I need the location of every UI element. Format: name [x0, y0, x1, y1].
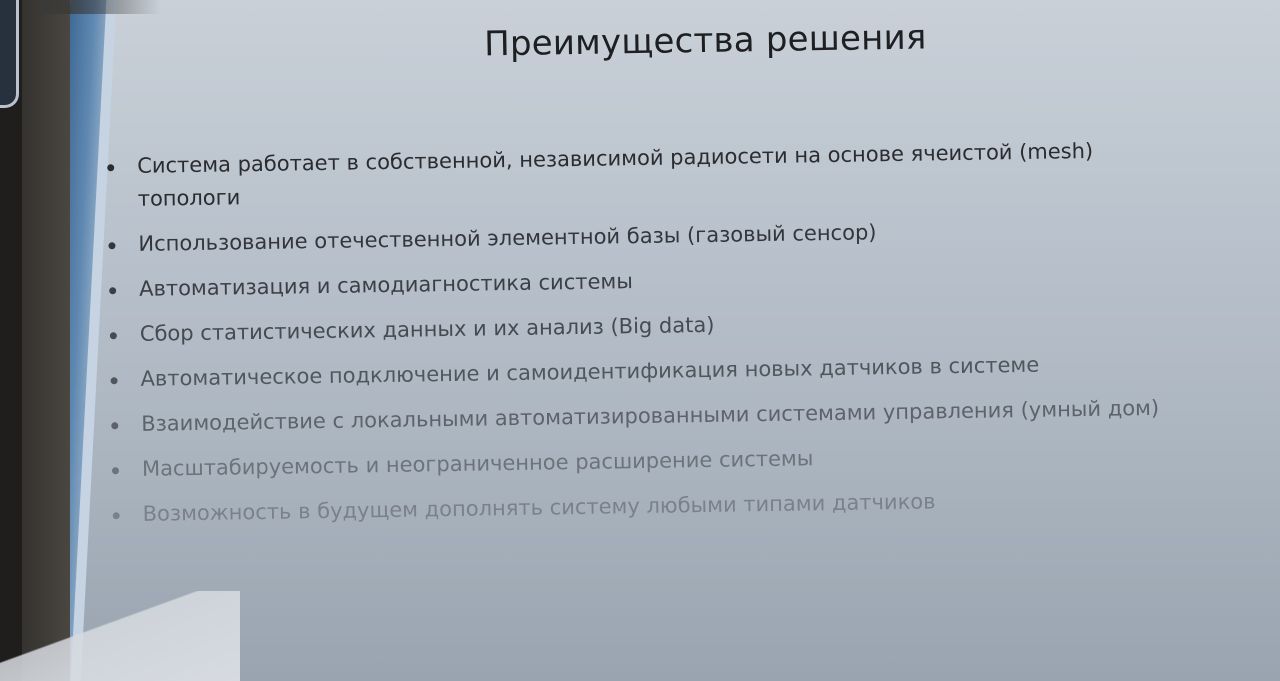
bullet-text: Масштабируемость и неограниченное расширение системы: [141, 446, 814, 481]
bullet-dot-icon: [108, 242, 115, 249]
bullet-dot-icon: [113, 512, 120, 519]
bullet-dot-icon: [111, 377, 118, 384]
bullet-dot-icon: [109, 287, 116, 294]
bullet-dot-icon: [112, 467, 119, 474]
bullet-item: [106, 211, 1196, 261]
bullet-text: Взаимодействие с локальными автоматизированными системами управления (умный дом): [141, 395, 1160, 436]
bullet-item: [107, 256, 1197, 306]
bullet-text: Сбор статистических данных и их анализ (Big data): [139, 312, 715, 346]
bullet-item: [110, 436, 1200, 486]
bullet-text: Использование отечественной элементной базы (газовый сенсор): [138, 220, 877, 256]
bullet-dot-icon: [111, 422, 118, 429]
bullet-item: [110, 481, 1200, 531]
bullet-item: [109, 391, 1199, 441]
bullet-text: Автоматическое подключение и самоидентификация новых датчиков в системе: [140, 352, 1040, 391]
bullet-item: [108, 301, 1198, 351]
bullet-text: Автоматизация и самодиагностика системы: [138, 269, 634, 301]
bullet-text: Система работает в собственной, независимой радиосети на основе ячеистой (mesh) топологи: [137, 138, 1094, 211]
bullet-dot-icon: [107, 164, 114, 171]
bullet-dot-icon: [110, 332, 117, 339]
slide-title: Преимущества решения: [483, 17, 927, 65]
bullet-text: Возможность в будущем дополнять систему любыми типами датчиков: [142, 489, 936, 526]
bullet-item: [108, 346, 1198, 396]
bullet-list: [105, 133, 1201, 543]
bullet-item: [105, 133, 1196, 216]
